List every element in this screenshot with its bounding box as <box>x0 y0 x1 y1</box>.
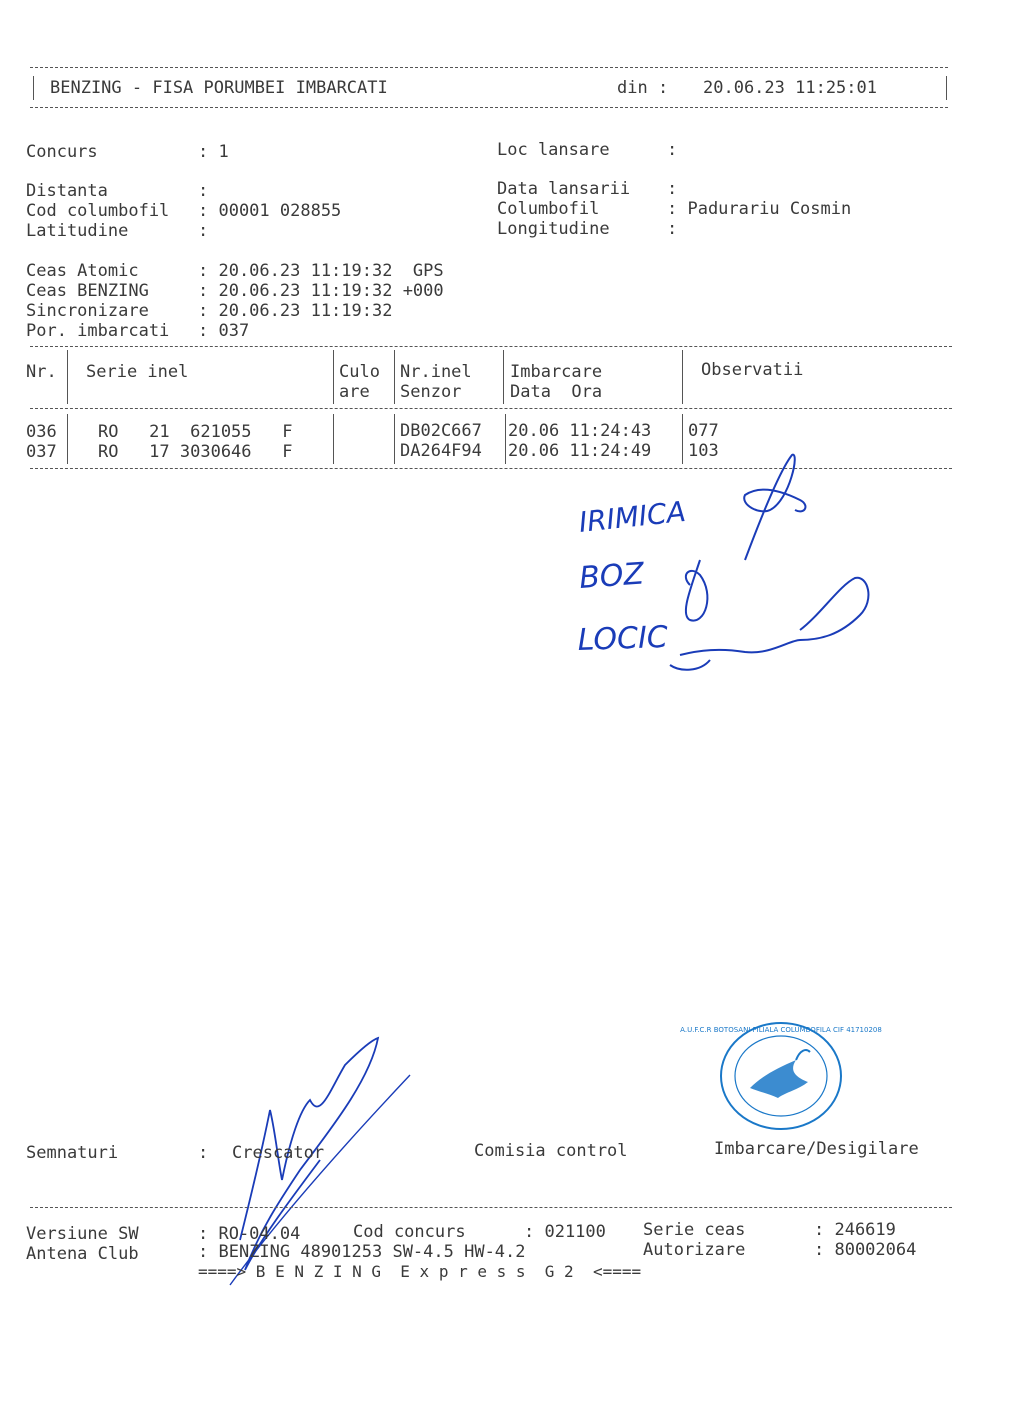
ceas-atomic-label: Ceas Atomic <box>26 261 139 281</box>
col-header-culoare-1: Culo <box>339 362 380 382</box>
handwritten-signature-3 <box>680 578 868 655</box>
cod-columbofil-value: : 00001 028855 <box>198 201 342 221</box>
loc-lansare-value: : <box>667 140 678 160</box>
data-lansarii-label: Data lansarii <box>497 179 631 199</box>
semnaturi-colon: : <box>198 1143 209 1163</box>
versiune-sw-label: Versiune SW <box>26 1224 139 1244</box>
col-header-imbarcare-2: Data Ora <box>510 382 603 402</box>
versiune-sw-value: : RO-04.04 <box>198 1224 301 1244</box>
cod-columbofil-label: Cod columbofil <box>26 201 170 221</box>
col-header-nrinel-1: Nr.inel <box>400 362 472 382</box>
handwritten-signature-4 <box>670 660 710 670</box>
autorizare-label: Autorizare <box>643 1240 746 1260</box>
handwritten-line-boz: BOZ <box>578 556 646 596</box>
row-nr: 037 <box>26 442 57 462</box>
row-serie: RO 17 3030646 F <box>98 442 293 462</box>
header-date-value: 20.06.23 11:25:01 <box>703 78 877 98</box>
distanta-value: : <box>198 181 209 201</box>
cod-concurs-label: Cod concurs <box>353 1222 466 1242</box>
col-header-serie: Serie inel <box>86 362 189 382</box>
longitudine-label: Longitudine <box>497 219 610 239</box>
imbarcare-desigilare-label: Imbarcare/Desigilare <box>714 1139 919 1159</box>
col-header-culoare-2: are <box>339 382 370 402</box>
antena-club-label: Antena Club <box>26 1244 139 1264</box>
row-senzor: DB02C667 <box>400 421 482 441</box>
row-data-ora: 20.06 11:24:49 <box>508 441 652 461</box>
longitudine-value: : <box>667 219 678 239</box>
handwritten-line-irimica: IRIMICA <box>577 494 688 539</box>
ceas-atomic-value: : 20.06.23 11:19:32 GPS <box>198 261 444 281</box>
semnaturi-label: Semnaturi <box>26 1143 119 1163</box>
latitudine-value: : <box>198 221 209 241</box>
sincronizare-value: : 20.06.23 11:19:32 <box>198 301 393 321</box>
header-title: BENZING - FISA PORUMBEI IMBARCATI <box>50 78 388 98</box>
row-observatii: 103 <box>688 441 719 461</box>
col-header-nr: Nr. <box>26 362 57 382</box>
row-nr: 036 <box>26 422 57 442</box>
handwritten-line-locic: LOCIC <box>577 619 669 658</box>
bird-icon <box>750 1060 808 1098</box>
columbofil-label: Columbofil <box>497 199 600 219</box>
data-lansarii-value: : <box>667 179 678 199</box>
antena-club-value: : BENZING 48901253 SW-4.5 HW-4.2 <box>198 1242 526 1262</box>
club-stamp <box>680 1020 882 1132</box>
row-data-ora: 20.06 11:24:43 <box>508 421 652 441</box>
handwritten-signature-1 <box>744 455 805 560</box>
concurs-value: : 1 <box>198 142 229 162</box>
por-imbarcati-value: : 037 <box>198 321 250 341</box>
col-header-imbarcare-1: Imbarcare <box>510 362 603 382</box>
serie-ceas-value: : 246619 <box>814 1220 896 1240</box>
col-header-nrinel-2: Senzor <box>400 382 462 402</box>
distanta-label: Distanta <box>26 181 108 201</box>
cod-concurs-value: : 021100 <box>524 1222 606 1242</box>
header-date-label: din : <box>617 78 669 98</box>
comisia-control-label: Comisia control <box>474 1141 628 1161</box>
latitudine-label: Latitudine <box>26 221 129 241</box>
stamp-text: A.U.F.C.R BOTOSANI FILIALA COLUMBOFILA CIF 41710208 <box>680 1026 882 1034</box>
handwritten-signature-2 <box>686 560 708 621</box>
columbofil-value: : Padurariu Cosmin <box>667 199 852 219</box>
serie-ceas-label: Serie ceas <box>643 1220 746 1240</box>
autorizare-value: : 80002064 <box>814 1240 917 1260</box>
loc-lansare-label: Loc lansare <box>497 140 610 160</box>
row-observatii: 077 <box>688 421 719 441</box>
por-imbarcati-label: Por. imbarcati <box>26 321 170 341</box>
row-serie: RO 21 621055 F <box>98 422 293 442</box>
footer-top-border <box>30 1207 952 1208</box>
col-header-observatii: Observatii <box>701 360 804 380</box>
crescator-label: Crescator <box>232 1143 325 1163</box>
row-senzor: DA264F94 <box>400 441 482 461</box>
ceas-benzing-label: Ceas BENZING <box>26 281 149 301</box>
sincronizare-label: Sincronizare <box>26 301 149 321</box>
concurs-label: Concurs <box>26 142 98 162</box>
ceas-benzing-value: : 20.06.23 11:19:32 +000 <box>198 281 444 301</box>
benzing-express-banner: ====> B E N Z I N G E x p r e s s G 2 <==== <box>198 1262 642 1281</box>
